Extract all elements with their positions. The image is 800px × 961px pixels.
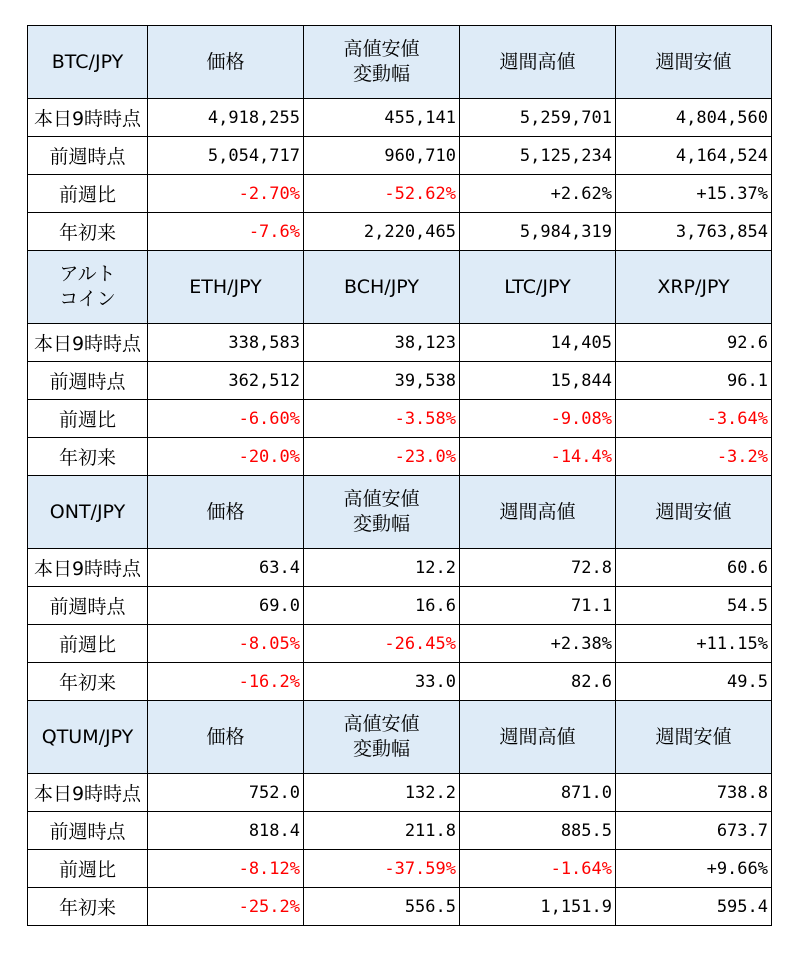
value-cell: 96.1: [616, 362, 772, 400]
value-cell: -6.60%: [148, 400, 304, 438]
value-cell: -52.62%: [304, 175, 460, 213]
value-cell: 2,220,465: [304, 213, 460, 251]
value-cell: 211.8: [304, 812, 460, 850]
row-label: 本日9時時点: [28, 549, 148, 587]
value-cell: 3,763,854: [616, 213, 772, 251]
table-row: [28, 587, 772, 625]
value-cell: -25.2%: [148, 888, 304, 926]
column-header: [304, 251, 460, 324]
value-cell: 33.0: [304, 663, 460, 701]
row-label: 本日9時時点: [28, 324, 148, 362]
header-text: 週間安値: [655, 500, 732, 523]
value-cell: 362,512: [148, 362, 304, 400]
section-header-row: [28, 251, 772, 324]
value-cell: 60.6: [616, 549, 772, 587]
header-text: 価格: [206, 500, 245, 523]
header-text: 高値安値: [343, 38, 420, 60]
value-cell: 12.2: [304, 549, 460, 587]
section-header-row: [28, 26, 772, 99]
value-cell: 455,141: [304, 99, 460, 137]
header-text: LTC/JPY: [504, 275, 571, 298]
column-header: [304, 701, 460, 774]
value-cell: 16.6: [304, 587, 460, 625]
value-cell: 738.8: [616, 774, 772, 812]
table-body: [28, 26, 772, 926]
value-cell: 14,405: [460, 324, 616, 362]
value-cell: 885.5: [460, 812, 616, 850]
value-cell: 49.5: [616, 663, 772, 701]
value-cell: 673.7: [616, 812, 772, 850]
column-header: [148, 701, 304, 774]
value-cell: -8.12%: [148, 850, 304, 888]
section-title: [28, 701, 148, 774]
table-row: [28, 400, 772, 438]
value-cell: -9.08%: [460, 400, 616, 438]
row-label: 前週時点: [28, 362, 148, 400]
row-label: 前週比: [28, 850, 148, 888]
value-cell: 72.8: [460, 549, 616, 587]
table-row: [28, 438, 772, 476]
header-text: BTC/JPY: [51, 50, 124, 73]
row-label: 前週比: [28, 175, 148, 213]
row-label: 年初来: [28, 438, 148, 476]
value-cell: 818.4: [148, 812, 304, 850]
value-cell: -1.64%: [460, 850, 616, 888]
value-cell: 960,710: [304, 137, 460, 175]
table-row: [28, 850, 772, 888]
table-row: [28, 812, 772, 850]
row-label: 前週時点: [28, 812, 148, 850]
row-label: 前週比: [28, 625, 148, 663]
row-label: 年初来: [28, 213, 148, 251]
value-cell: 871.0: [460, 774, 616, 812]
value-cell: 4,164,524: [616, 137, 772, 175]
header-text: 価格: [206, 725, 245, 748]
value-cell: 71.1: [460, 587, 616, 625]
crypto-price-table: [27, 25, 772, 926]
value-cell: +2.62%: [460, 175, 616, 213]
value-cell: +9.66%: [616, 850, 772, 888]
value-cell: -3.2%: [616, 438, 772, 476]
header-text: 週間高値: [499, 500, 576, 523]
value-cell: -3.64%: [616, 400, 772, 438]
value-cell: 4,804,560: [616, 99, 772, 137]
row-label: 前週時点: [28, 587, 148, 625]
table-row: [28, 99, 772, 137]
value-cell: 63.4: [148, 549, 304, 587]
section-title: [28, 476, 148, 549]
table-row: [28, 175, 772, 213]
table-row: [28, 213, 772, 251]
header-text: 変動幅: [352, 63, 410, 85]
header-text: 高値安値: [343, 713, 420, 735]
value-cell: 752.0: [148, 774, 304, 812]
header-text: 週間安値: [655, 50, 732, 73]
value-cell: -20.0%: [148, 438, 304, 476]
header-text: 週間高値: [499, 725, 576, 748]
header-text: ETH/JPY: [189, 275, 262, 298]
value-cell: +15.37%: [616, 175, 772, 213]
value-cell: 69.0: [148, 587, 304, 625]
value-cell: 5,054,717: [148, 137, 304, 175]
value-cell: 38,123: [304, 324, 460, 362]
column-header: [616, 251, 772, 324]
column-header: [460, 26, 616, 99]
value-cell: 4,918,255: [148, 99, 304, 137]
value-cell: +2.38%: [460, 625, 616, 663]
column-header: [460, 701, 616, 774]
column-header: [148, 476, 304, 549]
column-header: [460, 251, 616, 324]
value-cell: 556.5: [304, 888, 460, 926]
row-label: 年初来: [28, 663, 148, 701]
value-cell: -14.4%: [460, 438, 616, 476]
table-row: [28, 549, 772, 587]
column-header: [304, 476, 460, 549]
header-text: 変動幅: [352, 513, 410, 535]
value-cell: 5,125,234: [460, 137, 616, 175]
section-title: [28, 26, 148, 99]
table-row: [28, 137, 772, 175]
value-cell: 5,984,319: [460, 213, 616, 251]
header-text: 週間高値: [499, 50, 576, 73]
section-title: [28, 251, 148, 324]
value-cell: -7.6%: [148, 213, 304, 251]
row-label: 本日9時時点: [28, 99, 148, 137]
table-row: [28, 663, 772, 701]
column-header: [304, 26, 460, 99]
value-cell: 92.6: [616, 324, 772, 362]
value-cell: -37.59%: [304, 850, 460, 888]
row-label: 本日9時時点: [28, 774, 148, 812]
value-cell: 595.4: [616, 888, 772, 926]
table-row: [28, 362, 772, 400]
header-text: コイン: [59, 288, 116, 310]
value-cell: -26.45%: [304, 625, 460, 663]
row-label: 前週時点: [28, 137, 148, 175]
column-header: [616, 26, 772, 99]
header-text: QTUM/JPY: [41, 725, 134, 748]
section-header-row: [28, 701, 772, 774]
section-header-row: [28, 476, 772, 549]
row-label: 前週比: [28, 400, 148, 438]
header-text: ONT/JPY: [49, 500, 126, 523]
column-header: [148, 251, 304, 324]
column-header: [460, 476, 616, 549]
value-cell: -2.70%: [148, 175, 304, 213]
value-cell: +11.15%: [616, 625, 772, 663]
row-label: 年初来: [28, 888, 148, 926]
value-cell: -23.0%: [304, 438, 460, 476]
value-cell: 1,151.9: [460, 888, 616, 926]
table-row: [28, 888, 772, 926]
value-cell: -3.58%: [304, 400, 460, 438]
value-cell: 5,259,701: [460, 99, 616, 137]
header-text: BCH/JPY: [344, 275, 419, 298]
value-cell: 82.6: [460, 663, 616, 701]
table-row: [28, 324, 772, 362]
value-cell: 132.2: [304, 774, 460, 812]
table-row: [28, 774, 772, 812]
value-cell: 15,844: [460, 362, 616, 400]
header-text: XRP/JPY: [657, 275, 730, 298]
value-cell: -16.2%: [148, 663, 304, 701]
column-header: [148, 26, 304, 99]
column-header: [616, 701, 772, 774]
value-cell: 39,538: [304, 362, 460, 400]
header-text: 変動幅: [352, 738, 410, 760]
header-text: アルト: [59, 263, 116, 285]
value-cell: -8.05%: [148, 625, 304, 663]
header-text: 高値安値: [343, 488, 420, 510]
header-text: 価格: [206, 50, 245, 73]
table-row: [28, 625, 772, 663]
header-text: 週間安値: [655, 725, 732, 748]
value-cell: 54.5: [616, 587, 772, 625]
column-header: [616, 476, 772, 549]
value-cell: 338,583: [148, 324, 304, 362]
